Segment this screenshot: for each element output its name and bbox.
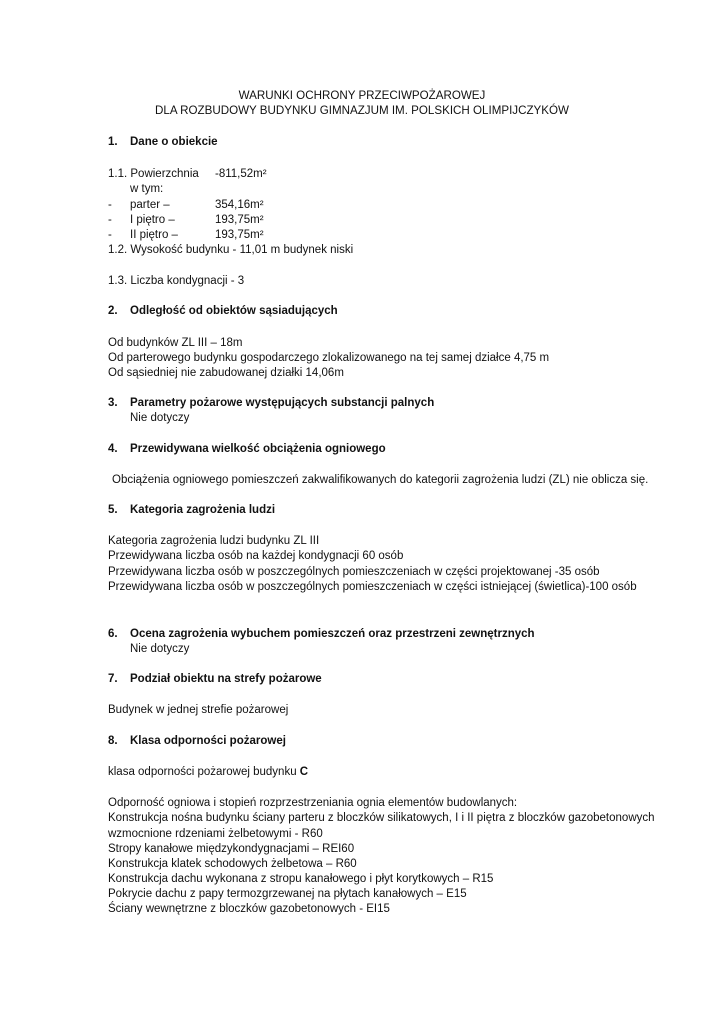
distance-line: Od sąsiedniej nie zabudowanej działki 14,06m: [108, 367, 344, 379]
area-value: -811,52m²: [215, 168, 267, 180]
section-7-number: 7.: [108, 673, 118, 685]
section-6-number: 6.: [108, 628, 118, 640]
section-2-number: 2.: [108, 305, 118, 317]
section-8-number: 8.: [108, 735, 118, 747]
section-4-number: 4.: [108, 443, 118, 455]
title-line-2: DLA ROZBUDOWY BUDYNKU GIMNAZJUM IM. POLSKICH OLIMPIJCZYKÓW: [155, 104, 569, 117]
section-1-heading: [108, 136, 218, 148]
section-3-title: Parametry pożarowe występujących substancji palnych: [130, 397, 435, 409]
floor-label-pietro-2: II piętro –: [130, 229, 178, 241]
fire-class-text: klasa odporności pożarowej budynku: [108, 766, 297, 778]
floor-label-pietro-1: I piętro –: [130, 214, 175, 226]
w-tym-label: w tym:: [130, 183, 164, 195]
floor-count: 1.3. Liczba kondygnacji - 3: [108, 275, 245, 287]
resistance-line: Ściany wewnętrzne z bloczków gazobetonowych - EI15: [108, 903, 390, 915]
category-line: Przewidywana liczba osób w poszczególnych pomieszczeniach w części istniejącej (świetlica)-100 osób: [108, 581, 637, 593]
section-6-heading: [108, 628, 535, 640]
fire-class-line: [108, 766, 308, 778]
category-line: Przewidywana liczba osób na każdej kondygnacji 60 osób: [108, 550, 404, 562]
distance-line: Od parterowego budynku gospodarczego zlokalizowanego na tej samej działce 4,75 m: [108, 352, 550, 364]
section-3-text: Nie dotyczy: [130, 412, 190, 424]
section-2-heading: [108, 305, 338, 317]
resistance-line: Konstrukcja nośna budynku ściany parteru z bloczków silikatowych, I i II piętra z bloczków gazobetonowych: [108, 812, 655, 824]
dash-2: -: [108, 214, 112, 226]
section-1-title: Dane o obiekcie: [130, 136, 218, 148]
fire-class-value: C: [299, 766, 309, 778]
resistance-line: Konstrukcja klatek schodowych żelbetowa – R60: [108, 858, 357, 870]
resistance-line: Stropy kanałowe międzykondygnacjami – REI60: [108, 843, 355, 855]
section-7-heading: [108, 673, 322, 685]
section-1-number: 1.: [108, 136, 118, 148]
section-2-title: Odległość od obiektów sąsiadujących: [130, 305, 338, 317]
floor-label-parter: parter –: [130, 199, 170, 211]
resistance-line: Odporność ogniowa i stopień rozprzestrzeniania ognia elementów budowlanych:: [108, 797, 518, 809]
floor-value-pietro-1: 193,75m²: [215, 214, 264, 226]
section-8-title: Klasa odporności pożarowej: [130, 735, 286, 747]
section-4-title: Przewidywana wielkość obciążenia ogniowego: [130, 443, 386, 455]
floor-value-pietro-2: 193,75m²: [215, 229, 264, 241]
section-5-heading: [108, 504, 275, 516]
section-5-number: 5.: [108, 504, 118, 516]
section-7-text: Budynek w jednej strefie pożarowej: [108, 704, 289, 716]
section-6-title: Ocena zagrożenia wybuchem pomieszczeń oraz przestrzeni zewnętrznych: [130, 628, 535, 640]
section-3-number: 3.: [108, 397, 118, 409]
resistance-line: Pokrycie dachu z papy termozgrzewanej na płytach kanałowych – E15: [108, 888, 467, 900]
resistance-line: Konstrukcja dachu wykonana z stropu kanałowego i płyt korytkowych – R15: [108, 873, 494, 885]
section-3-heading: [108, 397, 434, 409]
building-height: 1.2. Wysokość budynku - 11,01 m budynek niski: [108, 244, 354, 256]
category-line: Przewidywana liczba osób w poszczególnych pomieszczeniach w części projektowanej -35 osób: [108, 566, 600, 578]
section-4-heading: [108, 443, 386, 455]
section-4-text: Obciążenia ogniowego pomieszczeń zakwalifikowanych do kategorii zagrożenia ludzi (ZL) nie oblicza się.: [112, 474, 649, 486]
dash-3: -: [108, 229, 112, 241]
section-5-title: Kategoria zagrożenia ludzi: [130, 504, 276, 516]
category-line: Kategoria zagrożenia ludzi budynku ZL III: [108, 535, 320, 547]
resistance-line: wzmocnione rdzeniami żelbetowymi - R60: [108, 828, 323, 840]
title-line-1: WARUNKI OCHRONY PRZECIWPOŻAROWEJ: [238, 89, 486, 102]
section-6-text: Nie dotyczy: [130, 643, 190, 655]
section-7-title: Podział obiektu na strefy pożarowe: [130, 673, 322, 685]
area-label: 1.1. Powierzchnia: [108, 168, 199, 180]
distance-line: Od budynków ZL III – 18m: [108, 337, 243, 349]
dash-1: -: [108, 199, 112, 211]
section-8-heading: [108, 735, 286, 747]
floor-value-parter: 354,16m²: [215, 199, 264, 211]
